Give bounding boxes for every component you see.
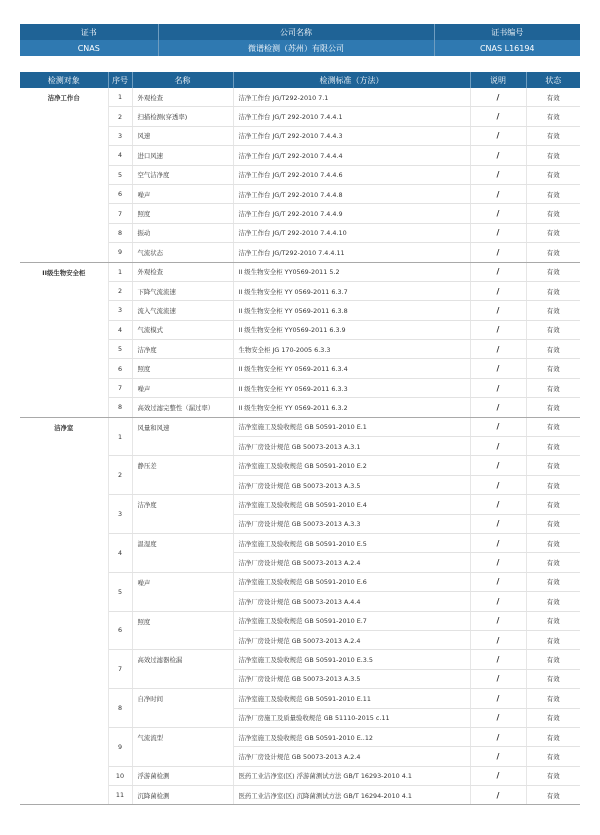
item-name: 风量和风速	[132, 417, 233, 456]
status-value: 有效	[526, 572, 580, 591]
test-standard: 洁净室施工及验收规范 GB 50591-2010 E.3.5	[233, 650, 470, 669]
status-value: 有效	[526, 514, 580, 533]
status-value: 有效	[526, 398, 580, 417]
testing-scope-table	[20, 72, 580, 805]
item-number: 4	[108, 146, 132, 165]
item-number: 8	[108, 223, 132, 242]
status-value: 有效	[526, 650, 580, 669]
item-note: /	[470, 514, 526, 533]
test-standard: 洁净厂房设计规范 GB 50073-2013 A.3.5	[233, 669, 470, 688]
item-name: 振动	[132, 223, 233, 242]
status-value: 有效	[526, 766, 580, 785]
item-number: 8	[108, 398, 132, 417]
item-note: /	[470, 786, 526, 805]
test-standard: 洁净工作台 JG/T 292-2010 7.4.4.3	[233, 126, 470, 145]
status-value: 有效	[526, 533, 580, 552]
item-note: /	[470, 262, 526, 281]
test-standard: II 级生物安全柜 YY 0569-2011 6.3.4	[233, 359, 470, 378]
test-standard: 洁净工作台 JG/T 292-2010 7.4.4.10	[233, 223, 470, 242]
status-value: 有效	[526, 359, 580, 378]
item-number: 9	[108, 727, 132, 766]
test-standard: 洁净厂房设计规范 GB 50073-2013 A.2.4	[233, 553, 470, 572]
certificate-header-row	[20, 24, 580, 40]
header-name: 名称	[132, 72, 233, 88]
status-value: 有效	[526, 747, 580, 766]
item-note: /	[470, 766, 526, 785]
item-number: 7	[108, 378, 132, 397]
item-number: 10	[108, 766, 132, 785]
test-standard: 洁净室施工及验收规范 GB 50591-2010 E.7	[233, 611, 470, 630]
test-standard: 洁净厂房设计规范 GB 50073-2013 A.4.4	[233, 592, 470, 611]
test-standard: II 级生物安全柜 YY 0569-2011 6.3.3	[233, 378, 470, 397]
item-name: 浮游菌检测	[132, 766, 233, 785]
test-standard: II 级生物安全柜 YY0569-2011 6.3.9	[233, 320, 470, 339]
item-note: /	[470, 320, 526, 339]
status-value: 有效	[526, 669, 580, 688]
item-note: /	[470, 630, 526, 649]
item-note: /	[470, 747, 526, 766]
status-value: 有效	[526, 88, 580, 107]
item-note: /	[470, 495, 526, 514]
test-standard: II 级生物安全柜 YY 0569-2011 6.3.7	[233, 281, 470, 300]
item-note: /	[470, 727, 526, 746]
test-standard: 洁净厂房设计规范 GB 50073-2013 A.3.5	[233, 475, 470, 494]
test-standard: 洁净工作台 JG/T 292-2010 7.4.4.1	[233, 107, 470, 126]
item-note: /	[470, 592, 526, 611]
item-note: /	[470, 708, 526, 727]
item-name: 噪声	[132, 572, 233, 611]
test-standard: 洁净工作台 JG/T292-2010 7.4.4.11	[233, 243, 470, 262]
item-name: 静压差	[132, 456, 233, 495]
item-number: 9	[108, 243, 132, 262]
item-number: 4	[108, 533, 132, 572]
item-name: 噪声	[132, 378, 233, 397]
item-note: /	[470, 378, 526, 397]
certificate-table	[20, 24, 580, 56]
item-name: 扫描检测(穿透率)	[132, 107, 233, 126]
item-name: 气流模式	[132, 320, 233, 339]
item-number: 11	[108, 786, 132, 805]
header-number: 序号	[108, 72, 132, 88]
item-note: /	[470, 126, 526, 145]
item-note: /	[470, 340, 526, 359]
item-note: /	[470, 611, 526, 630]
test-standard: 洁净室施工及验收规范 GB 50591-2010 E.1	[233, 417, 470, 436]
item-number: 5	[108, 340, 132, 359]
item-number: 1	[108, 262, 132, 281]
item-note: /	[470, 243, 526, 262]
item-note: /	[470, 398, 526, 417]
item-name: 温湿度	[132, 533, 233, 572]
status-value: 有效	[526, 184, 580, 203]
test-standard: 洁净工作台 JG/T 292-2010 7.4.4.4	[233, 146, 470, 165]
status-value: 有效	[526, 281, 580, 300]
item-note: /	[470, 669, 526, 688]
status-value: 有效	[526, 417, 580, 436]
item-number: 8	[108, 689, 132, 728]
item-note: /	[470, 650, 526, 669]
item-note: /	[470, 456, 526, 475]
status-value: 有效	[526, 243, 580, 262]
item-note: /	[470, 437, 526, 456]
test-standard: 洁净工作台 JG/T 292-2010 7.4.4.6	[233, 165, 470, 184]
header-standard: 检测标准（方法）	[233, 72, 470, 88]
item-note: /	[470, 689, 526, 708]
status-value: 有效	[526, 437, 580, 456]
item-note: /	[470, 417, 526, 436]
test-standard: II 级生物安全柜 YY 0569-2011 6.3.2	[233, 398, 470, 417]
item-name: 照度	[132, 611, 233, 650]
header-object: 检测对象	[20, 72, 108, 88]
item-note: /	[470, 184, 526, 203]
status-value: 有效	[526, 301, 580, 320]
test-standard: 洁净工作台 JG/T292-2010 7.1	[233, 88, 470, 107]
test-standard: 洁净室施工及验收规范 GB 50591-2010 E.11	[233, 689, 470, 708]
item-name: 洁净度	[132, 340, 233, 359]
item-number: 5	[108, 572, 132, 611]
item-name: 风速	[132, 126, 233, 145]
certificate-value: CNAS	[20, 40, 158, 56]
status-value: 有效	[526, 165, 580, 184]
status-value: 有效	[526, 378, 580, 397]
item-number: 7	[108, 204, 132, 223]
test-standard: 医药工业洁净室(区) 浮游菌测试方法 GB/T 16293-2010 4.1	[233, 766, 470, 785]
company-name-value: 微谱检测（苏州）有限公司	[158, 40, 434, 56]
item-note: /	[470, 146, 526, 165]
item-name: 外观检查	[132, 88, 233, 107]
status-value: 有效	[526, 786, 580, 805]
item-name: 照度	[132, 204, 233, 223]
item-note: /	[470, 165, 526, 184]
status-value: 有效	[526, 630, 580, 649]
item-name: 气流状态	[132, 243, 233, 262]
status-value: 有效	[526, 475, 580, 494]
test-standard: 洁净厂房施工及质量验收规范 GB 51110-2015 c.11	[233, 708, 470, 727]
item-name: 洁净度	[132, 495, 233, 534]
test-standard: 洁净室施工及验收规范 GB 50591-2010 E.5	[233, 533, 470, 552]
status-value: 有效	[526, 146, 580, 165]
item-number: 6	[108, 359, 132, 378]
certificate-number-value: CNAS L16194	[434, 40, 580, 56]
item-number: 1	[108, 88, 132, 107]
test-object: 洁净室	[20, 417, 108, 805]
status-value: 有效	[526, 223, 580, 242]
test-standard: 洁净室施工及验收规范 GB 50591-2010 E.6	[233, 572, 470, 591]
item-note: /	[470, 281, 526, 300]
test-standard: 生物安全柜 JG 170-2005 6.3.3	[233, 340, 470, 359]
status-value: 有效	[526, 495, 580, 514]
item-number: 7	[108, 650, 132, 689]
item-note: /	[470, 204, 526, 223]
certificate-value-row	[20, 40, 580, 56]
test-standard: 洁净室施工及验收规范 GB 50591-2010 E.2	[233, 456, 470, 475]
test-standard: II 级生物安全柜 YY0569-2011 5.2	[233, 262, 470, 281]
test-standard: 洁净室施工及验收规范 GB 50591-2010 E.4	[233, 495, 470, 514]
status-value: 有效	[526, 708, 580, 727]
test-object: 洁净工作台	[20, 88, 108, 262]
item-name: 下降气流流速	[132, 281, 233, 300]
item-name: 沉降菌检测	[132, 786, 233, 805]
test-standard: 洁净厂房设计规范 GB 50073-2013 A.2.4	[233, 747, 470, 766]
table-row	[20, 417, 580, 436]
item-note: /	[470, 553, 526, 572]
item-note: /	[470, 107, 526, 126]
item-name: 空气洁净度	[132, 165, 233, 184]
certificate-number-header: 证书编号	[434, 24, 580, 40]
status-value: 有效	[526, 727, 580, 746]
status-value: 有效	[526, 320, 580, 339]
status-value: 有效	[526, 553, 580, 572]
test-standard: 洁净厂房设计规范 GB 50073-2013 A.2.4	[233, 630, 470, 649]
item-number: 1	[108, 417, 132, 456]
table-body	[20, 88, 580, 805]
item-note: /	[470, 88, 526, 107]
status-value: 有效	[526, 611, 580, 630]
test-object: II级生物安全柜	[20, 262, 108, 417]
item-number: 3	[108, 495, 132, 534]
item-name: 自净时间	[132, 689, 233, 728]
table-row	[20, 262, 580, 281]
item-name: 流入气流流速	[132, 301, 233, 320]
status-value: 有效	[526, 262, 580, 281]
test-standard: II 级生物安全柜 YY 0569-2011 6.3.8	[233, 301, 470, 320]
status-value: 有效	[526, 204, 580, 223]
header-note: 说明	[470, 72, 526, 88]
item-number: 5	[108, 165, 132, 184]
test-standard: 洁净厂房设计规范 GB 50073-2013 A.3.1	[233, 437, 470, 456]
table-row	[20, 88, 580, 107]
test-standard: 洁净厂房设计规范 GB 50073-2013 A.3.3	[233, 514, 470, 533]
item-note: /	[470, 572, 526, 591]
item-number: 4	[108, 320, 132, 339]
test-standard: 洁净工作台 JG/T 292-2010 7.4.4.9	[233, 204, 470, 223]
item-number: 2	[108, 107, 132, 126]
item-number: 3	[108, 301, 132, 320]
item-name: 外观检查	[132, 262, 233, 281]
status-value: 有效	[526, 126, 580, 145]
status-value: 有效	[526, 456, 580, 475]
item-name: 进口风速	[132, 146, 233, 165]
header-status: 状态	[526, 72, 580, 88]
certificate-header: 证书	[20, 24, 158, 40]
item-number: 3	[108, 126, 132, 145]
test-standard: 洁净室施工及验收规范 GB 50591-2010 E..12	[233, 727, 470, 746]
test-standard: 医药工业洁净室(区) 沉降菌测试方法 GB/T 16294-2010 4.1	[233, 786, 470, 805]
item-note: /	[470, 301, 526, 320]
item-note: /	[470, 223, 526, 242]
item-name: 噪声	[132, 184, 233, 203]
item-number: 6	[108, 611, 132, 650]
item-name: 高效过滤完整性（漏过率）	[132, 398, 233, 417]
status-value: 有效	[526, 340, 580, 359]
status-value: 有效	[526, 689, 580, 708]
item-note: /	[470, 359, 526, 378]
status-value: 有效	[526, 107, 580, 126]
item-name: 高效过滤器检漏	[132, 650, 233, 689]
item-note: /	[470, 533, 526, 552]
item-name: 照度	[132, 359, 233, 378]
document	[20, 24, 580, 805]
table-header-row	[20, 72, 580, 88]
status-value: 有效	[526, 592, 580, 611]
item-number: 2	[108, 456, 132, 495]
item-number: 2	[108, 281, 132, 300]
test-standard: 洁净工作台 JG/T 292-2010 7.4.4.8	[233, 184, 470, 203]
item-name: 气流流型	[132, 727, 233, 766]
item-note: /	[470, 475, 526, 494]
item-number: 6	[108, 184, 132, 203]
company-name-header: 公司名称	[158, 24, 434, 40]
